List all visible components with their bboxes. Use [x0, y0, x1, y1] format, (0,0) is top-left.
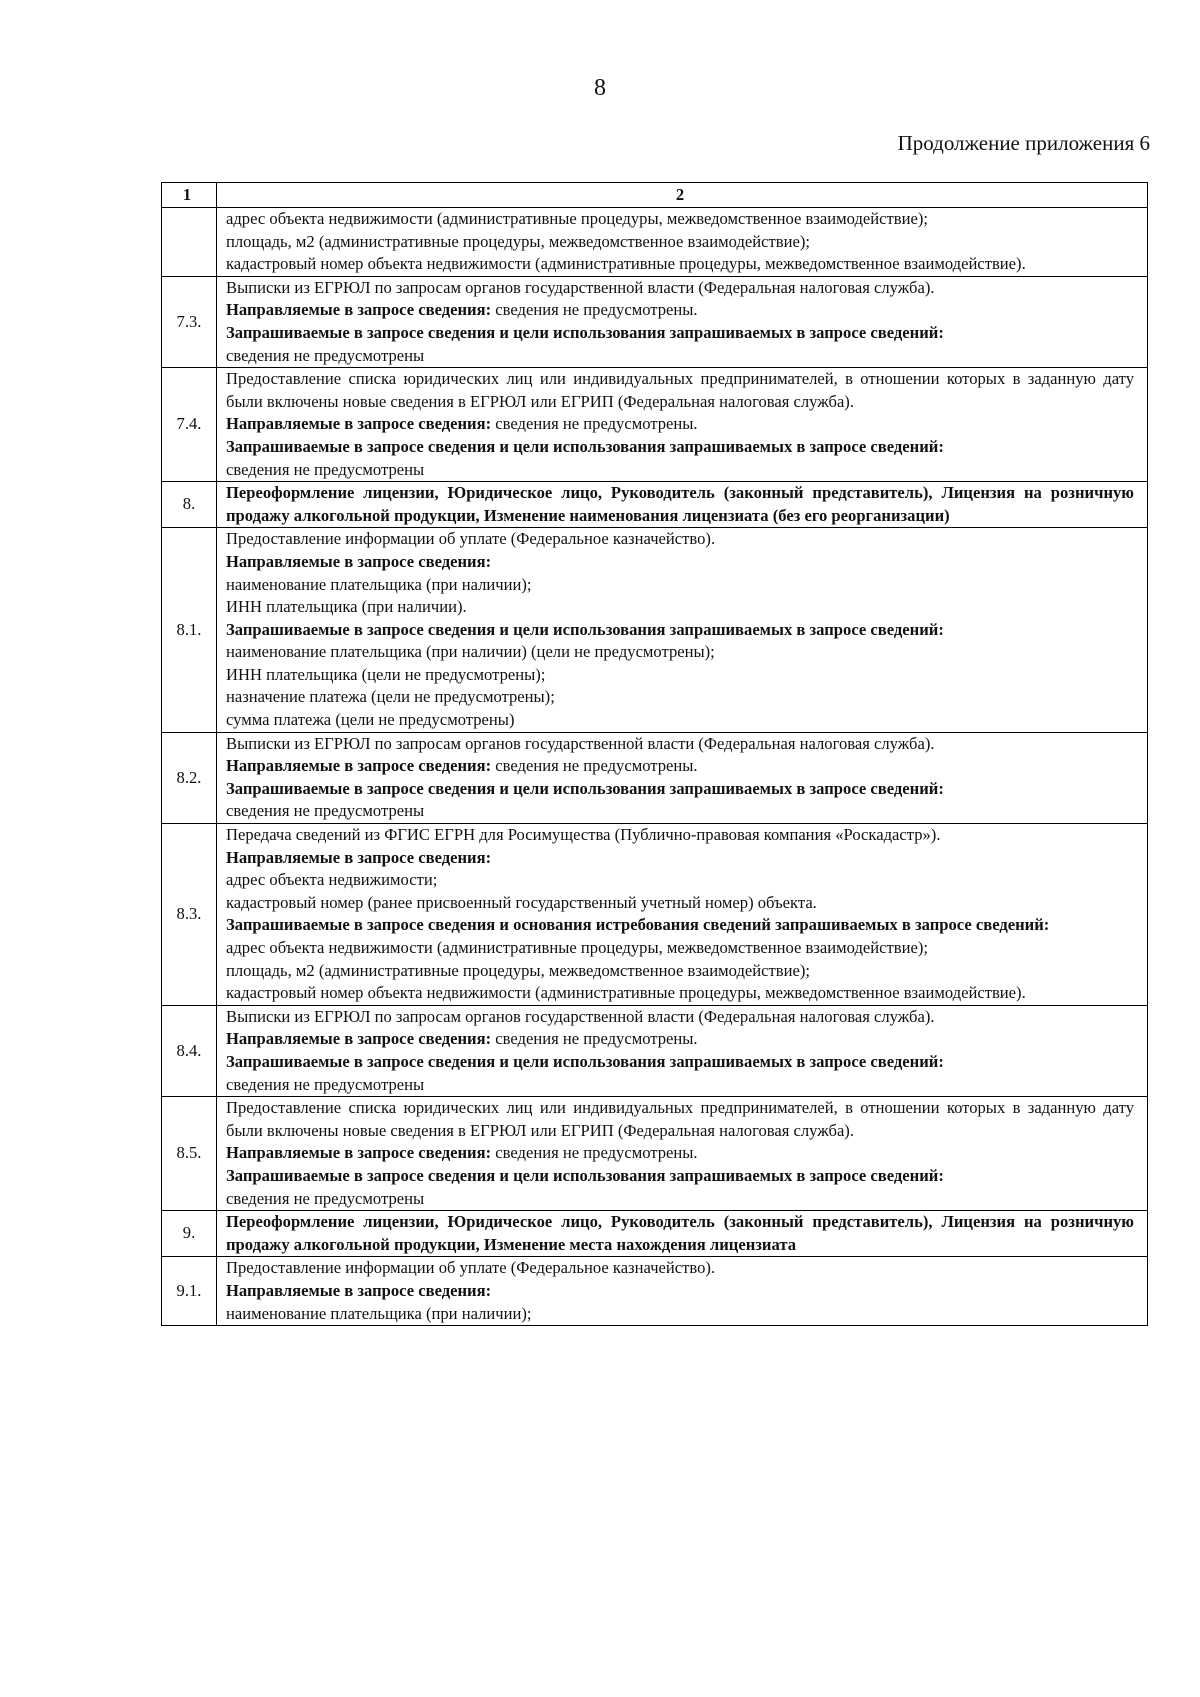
row-content: [217, 368, 1148, 482]
table-row: [162, 1005, 1148, 1096]
table-row: [162, 368, 1148, 482]
table-row: [162, 528, 1148, 732]
content-line: [226, 755, 1134, 778]
content-line: сведения не предусмотрены: [226, 345, 425, 365]
content-line: адрес объекта недвижимости;: [226, 870, 438, 890]
row-content: [217, 732, 1148, 823]
section-heading-line: Направляемые в запросе сведения:: [226, 1280, 492, 1300]
section-heading-line: Запрашиваемые в запросе сведения и цели использования запрашиваемых в запросе сведений:: [226, 322, 944, 342]
row-number: 7.3.: [162, 276, 217, 367]
table-row: [162, 1257, 1148, 1326]
content-line: [226, 1028, 1134, 1051]
content-line: [226, 1142, 1134, 1165]
content-line: [226, 299, 1134, 322]
content-line: Предоставление информации об уплате (Федеральное казначейство).: [226, 1258, 716, 1278]
table-body: [162, 183, 1148, 1326]
section-heading-line: Переоформление лицензии, Юридическое лицо, Руководитель (законный представитель), Лицензия на розничную продажу алкогольной продукции, Изменение наименования лицензиата (без его реорганизации): [226, 483, 1134, 525]
table-row: [162, 824, 1148, 1006]
content-line: наименование плательщика (при наличии);: [226, 574, 532, 594]
content-line: кадастровый номер объекта недвижимости (административные процедуры, межведомственное взаимодействие).: [226, 983, 1026, 1003]
table-row: [162, 482, 1148, 528]
column-header-2: 2: [217, 183, 1148, 208]
table-row: [162, 732, 1148, 823]
table-row: [162, 208, 1148, 277]
document-table: [161, 182, 1148, 1326]
section-heading-line: Запрашиваемые в запросе сведения и цели использования запрашиваемых в запросе сведений:: [226, 619, 944, 639]
row-content: [217, 276, 1148, 367]
content-line: адрес объекта недвижимости (административные процедуры, межведомственное взаимодействие);: [226, 938, 928, 957]
content-line: сумма платежа (цели не предусмотрены): [226, 710, 515, 730]
section-heading-line: Направляемые в запросе сведения:: [226, 551, 492, 571]
content-line: сведения не предусмотрены: [226, 801, 425, 821]
content-line: сведения не предусмотрены: [226, 459, 425, 479]
row-number: 8.4.: [162, 1005, 217, 1096]
content-line: ИНН плательщика (цели не предусмотрены);: [226, 664, 546, 684]
row-content: [217, 1257, 1148, 1326]
inline-value: сведения не предусмотрены.: [491, 414, 698, 434]
inline-label: Направляемые в запросе сведения:: [226, 414, 492, 434]
row-number: 8.2.: [162, 732, 217, 823]
row-number: 8.: [162, 482, 217, 528]
section-heading-line: Направляемые в запросе сведения:: [226, 847, 492, 867]
inline-label: Направляемые в запросе сведения:: [226, 756, 492, 776]
row-content: [217, 482, 1148, 528]
inline-value: сведения не предусмотрены.: [491, 300, 698, 320]
content-line: Предоставление информации об уплате (Федеральное казначейство).: [226, 529, 716, 549]
section-heading-line: Запрашиваемые в запросе сведения и цели использования запрашиваемых в запросе сведений:: [226, 1165, 944, 1185]
section-heading-line: Запрашиваемые в запросе сведения и цели использования запрашиваемых в запросе сведений:: [226, 778, 944, 798]
appendix-heading: Продолжение приложения 6: [897, 131, 1150, 155]
content-line: сведения не предусмотрены: [226, 1188, 425, 1208]
content-line: площадь, м2 (административные процедуры, межведомственное взаимодействие);: [226, 960, 810, 980]
content-line: [226, 413, 1134, 436]
row-number: [162, 208, 217, 277]
inline-value: сведения не предусмотрены.: [491, 1143, 698, 1163]
content-line: назначение платежа (цели не предусмотрены);: [226, 687, 555, 707]
inline-label: Направляемые в запросе сведения:: [226, 1029, 492, 1049]
row-number: 8.5.: [162, 1097, 217, 1211]
row-number: 9.: [162, 1211, 217, 1257]
content-line: Предоставление списка юридических лиц или индивидуальных предпринимателей, в отношении которых в заданную дату были включены новые сведения в ЕГРЮЛ или ЕГРИП (Федеральная налоговая служба).: [226, 369, 1134, 411]
content-line: Предоставление списка юридических лиц или индивидуальных предпринимателей, в отношении которых в заданную дату были включены новые сведения в ЕГРЮЛ или ЕГРИП (Федеральная налоговая служба).: [226, 1098, 1134, 1140]
content-line: Выписки из ЕГРЮЛ по запросам органов государственной власти (Федеральная налоговая служба).: [226, 277, 935, 297]
section-heading-line: Запрашиваемые в запросе сведения и цели использования запрашиваемых в запросе сведений:: [226, 1051, 944, 1071]
row-content: [217, 1005, 1148, 1096]
row-number: 8.3.: [162, 824, 217, 1006]
row-number: 8.1.: [162, 528, 217, 732]
content-line: Выписки из ЕГРЮЛ по запросам органов государственной власти (Федеральная налоговая служба).: [226, 733, 935, 753]
row-content: [217, 824, 1148, 1006]
content-line: сведения не предусмотрены: [226, 1074, 425, 1094]
content-line: площадь, м2 (административные процедуры, межведомственное взаимодействие);: [226, 231, 810, 251]
content-line: кадастровый номер (ранее присвоенный государственный учетный номер) объекта.: [226, 892, 817, 912]
content-line: наименование плательщика (при наличии) (цели не предусмотрены);: [226, 642, 715, 662]
inline-value: сведения не предусмотрены.: [491, 756, 698, 776]
table-header-row: [162, 183, 1148, 208]
inline-label: Направляемые в запросе сведения:: [226, 300, 492, 320]
column-header-1: 1: [162, 183, 217, 208]
inline-value: сведения не предусмотрены.: [491, 1029, 698, 1049]
row-content: [217, 208, 1148, 277]
content-line: Передача сведений из ФГИС ЕГРН для Росимущества (Публично-правовая компания «Роскадастр»).: [226, 825, 941, 845]
inline-label: Направляемые в запросе сведения:: [226, 1143, 492, 1163]
table-row: [162, 1097, 1148, 1211]
table-row: [162, 276, 1148, 367]
section-heading-line: Запрашиваемые в запросе сведения и основания истребования сведений запрашиваемых в запросе сведений:: [226, 915, 1050, 935]
content-line: наименование плательщика (при наличии);: [226, 1303, 532, 1323]
content-line: адрес объекта недвижимости (административные процедуры, межведомственное взаимодействие);: [226, 209, 928, 228]
page-number: 8: [594, 75, 606, 101]
row-content: [217, 528, 1148, 732]
content-line: ИНН плательщика (при наличии).: [226, 597, 467, 617]
content-line: кадастровый номер объекта недвижимости (административные процедуры, межведомственное взаимодействие).: [226, 254, 1026, 274]
content-line: Выписки из ЕГРЮЛ по запросам органов государственной власти (Федеральная налоговая служба).: [226, 1006, 935, 1026]
row-number: 9.1.: [162, 1257, 217, 1326]
row-content: [217, 1097, 1148, 1211]
row-content: [217, 1211, 1148, 1257]
section-heading-line: Запрашиваемые в запросе сведения и цели использования запрашиваемых в запросе сведений:: [226, 436, 944, 456]
table-row: [162, 1211, 1148, 1257]
row-number: 7.4.: [162, 368, 217, 482]
section-heading-line: Переоформление лицензии, Юридическое лицо, Руководитель (законный представитель), Лицензия на розничную продажу алкогольной продукции, Изменение места нахождения лицензиата: [226, 1212, 1134, 1254]
